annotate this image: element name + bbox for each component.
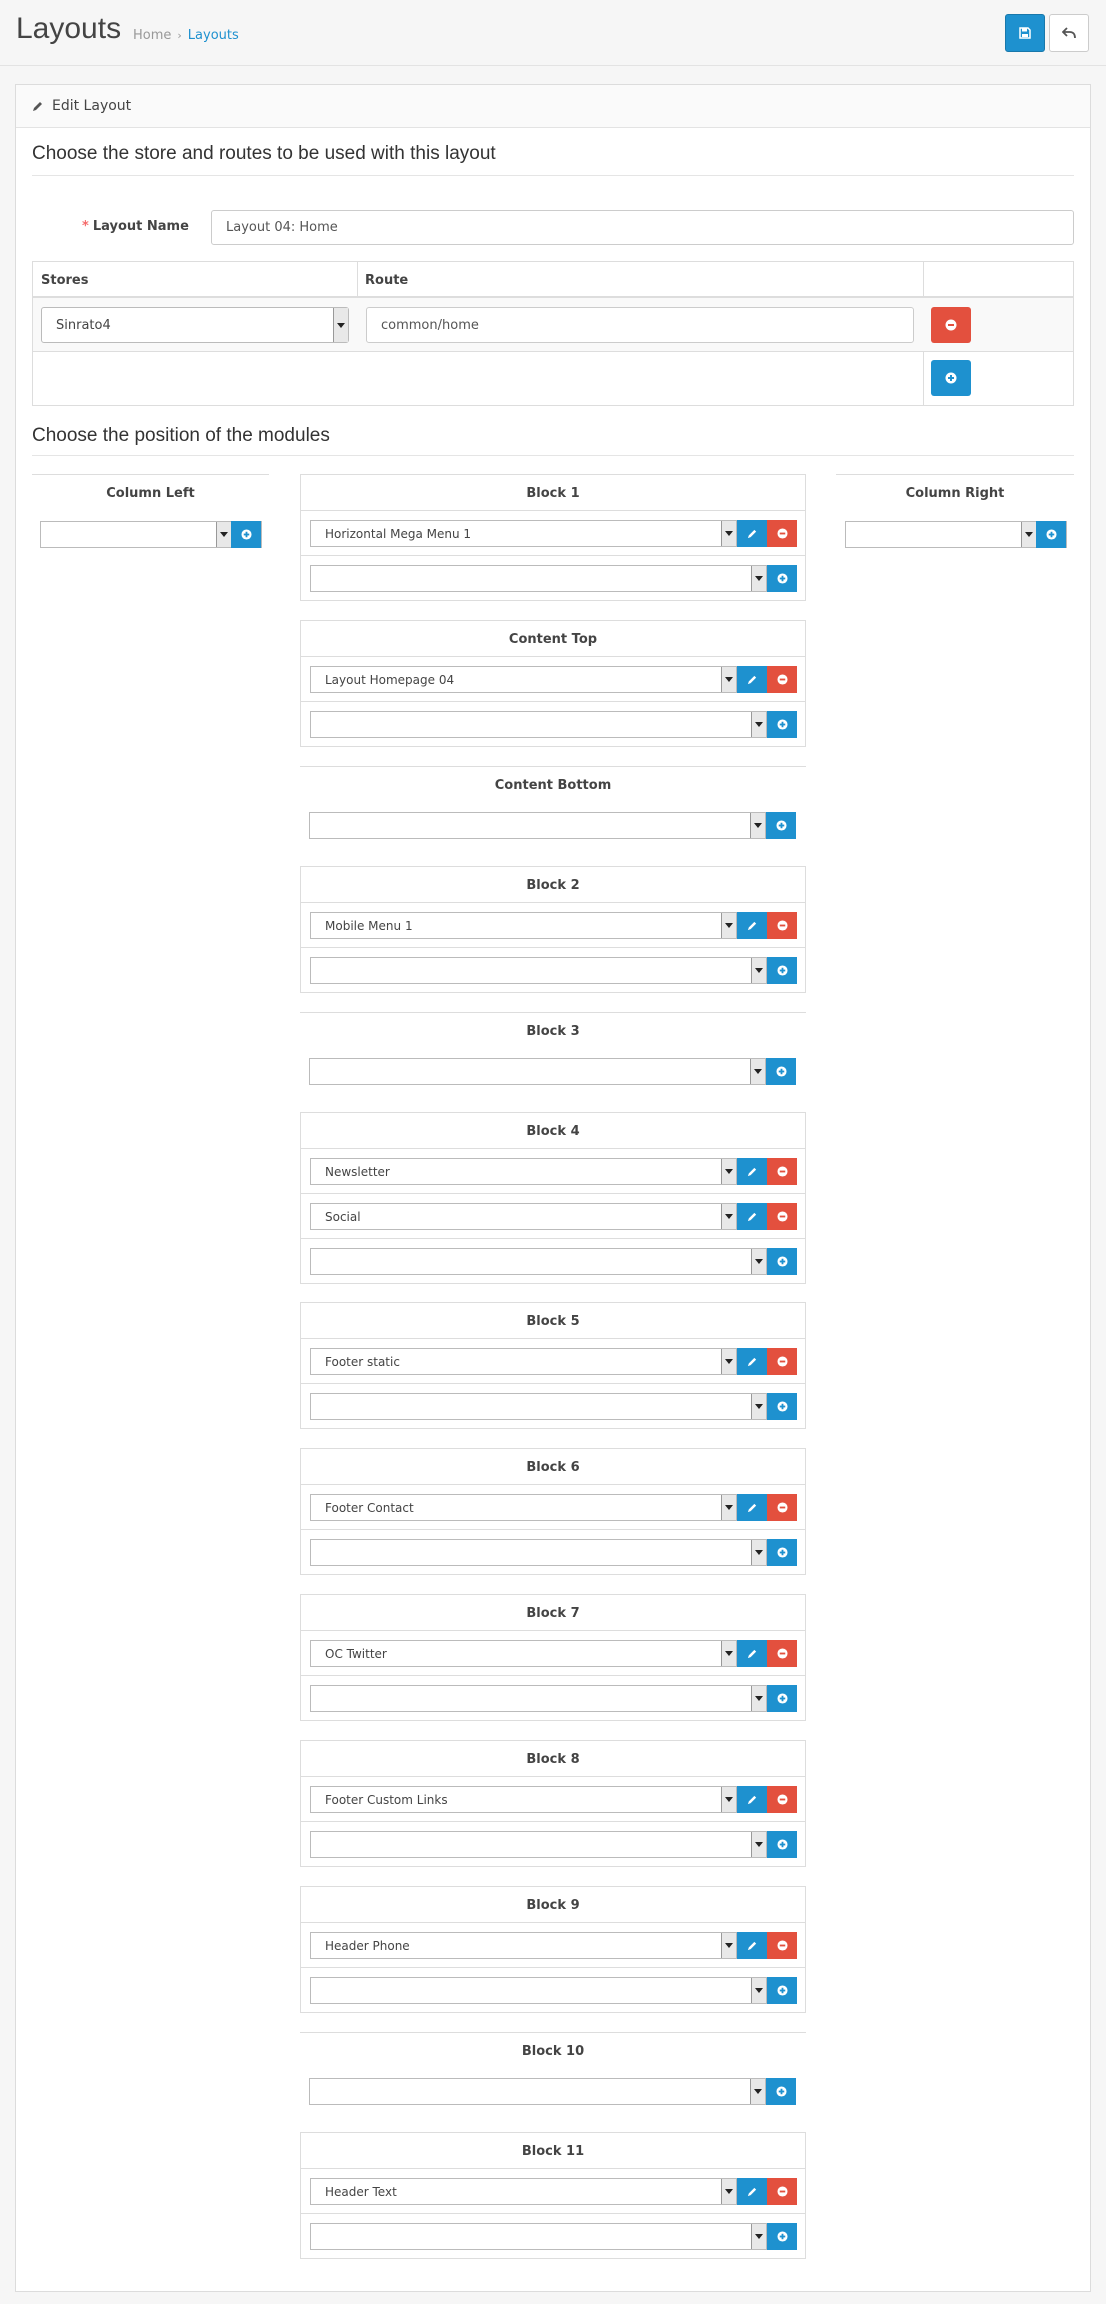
plus-circle-icon — [777, 573, 788, 584]
column-right-select[interactable] — [845, 521, 1067, 548]
chevron-down-icon — [721, 667, 736, 692]
stores-header: Stores — [33, 262, 357, 298]
plus-circle-icon — [777, 2231, 788, 2242]
module-select[interactable]: Mobile Menu 1 — [310, 912, 737, 939]
minus-circle-icon — [945, 319, 957, 331]
remove-route-button[interactable] — [931, 307, 971, 343]
pencil-icon — [747, 674, 758, 685]
back-button[interactable] — [1049, 14, 1089, 52]
block-10 — [300, 1740, 806, 1867]
store-route-table — [32, 261, 1074, 406]
list-item — [301, 903, 805, 948]
divider — [32, 455, 1074, 456]
list-item — [301, 1676, 805, 1721]
minus-circle-icon — [777, 1211, 788, 1222]
column-right-title: Column Right — [905, 486, 1005, 501]
minus-circle-icon — [777, 1502, 788, 1513]
block-title: Content Top — [301, 621, 805, 657]
add-module-button[interactable] — [767, 1831, 797, 1858]
chevron-down-icon — [721, 1204, 736, 1229]
block-title: Block 7 — [301, 1595, 805, 1631]
list-item — [301, 2169, 805, 2214]
pencil-icon — [747, 528, 758, 539]
pencil-icon — [32, 100, 44, 112]
minus-circle-icon — [777, 2186, 788, 2197]
chevron-down-icon — [751, 1249, 766, 1274]
block-title: Block 5 — [301, 1303, 805, 1339]
module-select[interactable]: Layout Homepage 04 — [310, 666, 737, 693]
add-module-button[interactable] — [767, 957, 797, 984]
add-module-select[interactable] — [310, 565, 767, 592]
list-item — [300, 1049, 806, 1094]
block-12 — [300, 2032, 806, 2113]
chevron-down-icon — [721, 1787, 736, 1812]
edit-module-button[interactable] — [737, 2178, 767, 2205]
module-select[interactable]: Newsletter — [310, 1158, 737, 1185]
chevron-down-icon — [750, 2079, 765, 2104]
list-item — [301, 2214, 805, 2259]
panel-heading — [16, 85, 1090, 128]
block-3 — [300, 766, 806, 847]
chevron-down-icon — [721, 1159, 736, 1184]
pencil-icon — [747, 920, 758, 931]
block-6 — [300, 1112, 806, 1284]
chevron-down-icon — [721, 913, 736, 938]
pencil-icon — [747, 1502, 758, 1513]
edit-module-button[interactable] — [737, 912, 767, 939]
remove-module-button[interactable] — [767, 1640, 797, 1667]
layout-name-input[interactable]: Layout 04: Home — [211, 210, 1074, 245]
chevron-down-icon — [216, 522, 231, 547]
chevron-down-icon — [751, 1394, 766, 1419]
remove-module-button[interactable] — [767, 1203, 797, 1230]
list-item — [301, 1194, 805, 1239]
breadcrumb-home[interactable]: Home — [133, 28, 172, 43]
add-module-select[interactable] — [310, 1685, 767, 1712]
minus-circle-icon — [777, 1166, 788, 1177]
column-right — [836, 474, 1074, 554]
breadcrumb: Home › Layouts — [133, 28, 239, 43]
chevron-down-icon — [750, 813, 765, 838]
add-module-select[interactable] — [310, 1393, 767, 1420]
add-module-button[interactable] — [767, 1539, 797, 1566]
module-select[interactable]: OC Twitter — [310, 1640, 737, 1667]
block-8 — [300, 1448, 806, 1575]
list-item — [301, 1239, 805, 1284]
chevron-down-icon — [751, 566, 766, 591]
list-item — [301, 657, 805, 702]
minus-circle-icon — [777, 1648, 788, 1659]
block-title: Block 6 — [301, 1449, 805, 1485]
stores-section-title: Choose the store and routes to be used with this layout — [32, 143, 496, 164]
list-item — [301, 948, 805, 993]
list-item — [301, 511, 805, 556]
minus-circle-icon — [777, 528, 788, 539]
remove-module-button[interactable] — [767, 1158, 797, 1185]
breadcrumb-layouts[interactable]: Layouts — [187, 28, 239, 43]
minus-circle-icon — [777, 1794, 788, 1805]
add-route-button[interactable] — [931, 360, 971, 396]
chevron-down-icon — [751, 1686, 766, 1711]
column-left — [32, 474, 269, 554]
plus-circle-icon — [777, 1839, 788, 1850]
page-title: Layouts — [16, 12, 122, 45]
module-select[interactable]: Header Text — [310, 2178, 737, 2205]
pencil-icon — [747, 1794, 758, 1805]
plus-circle-icon — [777, 1547, 788, 1558]
panel-heading-label: Edit Layout — [52, 98, 132, 114]
add-module-button[interactable] — [767, 2223, 797, 2250]
list-item — [301, 1149, 805, 1194]
pencil-icon — [747, 1648, 758, 1659]
chevron-down-icon — [751, 1540, 766, 1565]
chevron-down-icon — [721, 1349, 736, 1374]
modules-section-title: Choose the position of the modules — [32, 425, 330, 446]
plus-circle-icon — [777, 1985, 788, 1996]
edit-module-button[interactable] — [737, 520, 767, 547]
module-select[interactable]: Footer Custom Links — [310, 1786, 737, 1813]
add-module-select[interactable] — [309, 2078, 766, 2105]
remove-module-button[interactable] — [767, 1786, 797, 1813]
column-left-select[interactable] — [40, 521, 262, 548]
plus-circle-icon — [777, 719, 788, 730]
chevron-down-icon — [1021, 522, 1036, 547]
list-item — [301, 1485, 805, 1530]
chevron-down-icon — [721, 1495, 736, 1520]
chevron-down-icon — [333, 308, 348, 342]
block-4 — [300, 866, 806, 993]
remove-module-button[interactable] — [767, 666, 797, 693]
add-module-button[interactable] — [767, 1685, 797, 1712]
add-module-select[interactable] — [309, 1058, 766, 1085]
block-title: Block 8 — [301, 1741, 805, 1777]
page-header — [0, 0, 1106, 66]
chevron-down-icon — [721, 521, 736, 546]
add-module-button[interactable] — [766, 1058, 796, 1085]
list-item — [301, 1530, 805, 1575]
save-button[interactable] — [1005, 14, 1045, 52]
list-item — [301, 1923, 805, 1968]
module-select[interactable]: Header Phone — [310, 1932, 737, 1959]
list-item — [301, 702, 805, 747]
list-item — [301, 1384, 805, 1429]
edit-module-button[interactable] — [737, 1494, 767, 1521]
plus-circle-icon — [777, 1693, 788, 1704]
chevron-down-icon — [751, 2224, 766, 2249]
block-9 — [300, 1594, 806, 1721]
add-module-select[interactable] — [310, 1831, 767, 1858]
chevron-down-icon — [751, 1832, 766, 1857]
minus-circle-icon — [777, 1356, 788, 1367]
minus-circle-icon — [777, 920, 788, 931]
remove-module-button[interactable] — [767, 1494, 797, 1521]
add-module-select[interactable] — [310, 1977, 767, 2004]
list-item — [301, 1822, 805, 1867]
list-item — [301, 556, 805, 601]
pencil-icon — [747, 1940, 758, 1951]
plus-circle-icon — [945, 372, 957, 384]
edit-module-button[interactable] — [737, 1640, 767, 1667]
block-13 — [300, 2132, 806, 2259]
edit-module-button[interactable] — [737, 1158, 767, 1185]
edit-module-button[interactable] — [737, 1348, 767, 1375]
block-title: Content Bottom — [494, 778, 612, 793]
store-select[interactable]: Sinrato4 — [41, 307, 349, 343]
pencil-icon — [747, 2186, 758, 2197]
add-module-select[interactable] — [310, 711, 767, 738]
remove-module-button[interactable] — [767, 1932, 797, 1959]
block-title: Block 10 — [521, 2044, 585, 2059]
module-select[interactable]: Footer Contact — [310, 1494, 737, 1521]
chevron-down-icon — [721, 1641, 736, 1666]
remove-module-button[interactable] — [767, 1348, 797, 1375]
add-module-button[interactable] — [767, 1977, 797, 2004]
reply-icon — [1062, 27, 1076, 39]
remove-module-button[interactable] — [767, 912, 797, 939]
chevron-down-icon — [721, 2179, 736, 2204]
module-select[interactable]: Social — [310, 1203, 737, 1230]
pencil-icon — [747, 1211, 758, 1222]
chevron-down-icon — [751, 958, 766, 983]
block-title: Block 11 — [301, 2133, 805, 2169]
edit-module-button[interactable] — [737, 666, 767, 693]
list-item — [301, 1339, 805, 1384]
divider — [32, 175, 1074, 176]
chevron-down-icon — [750, 1059, 765, 1084]
block-5 — [300, 1012, 806, 1093]
plus-circle-icon — [777, 1401, 788, 1412]
edit-module-button[interactable] — [737, 1932, 767, 1959]
column-right-add-button[interactable] — [1036, 521, 1066, 548]
remove-module-button[interactable] — [767, 520, 797, 547]
block-7 — [300, 1302, 806, 1429]
add-module-button[interactable] — [767, 565, 797, 592]
add-module-select[interactable] — [310, 957, 767, 984]
chevron-down-icon — [721, 1933, 736, 1958]
add-module-select[interactable] — [310, 2223, 767, 2250]
block-title: Block 2 — [301, 867, 805, 903]
edit-module-button[interactable] — [737, 1786, 767, 1813]
chevron-down-icon — [751, 1978, 766, 2003]
add-module-select[interactable] — [310, 1539, 767, 1566]
block-title: Block 3 — [526, 1024, 580, 1039]
block-title: Block 1 — [301, 475, 805, 511]
module-select[interactable]: Footer static — [310, 1348, 737, 1375]
route-input[interactable]: common/home — [366, 307, 914, 343]
add-module-select[interactable] — [309, 812, 766, 839]
block-1 — [300, 474, 806, 601]
add-module-button[interactable] — [766, 2078, 796, 2105]
route-header: Route — [357, 262, 923, 298]
minus-circle-icon — [777, 1940, 788, 1951]
add-module-select[interactable] — [310, 1248, 767, 1275]
block-title: Block 9 — [301, 1887, 805, 1923]
plus-circle-icon — [777, 1256, 788, 1267]
block-11 — [300, 1886, 806, 2013]
column-left-title: Column Left — [106, 486, 195, 501]
module-select[interactable]: Horizontal Mega Menu 1 — [310, 520, 737, 547]
layout-name-label: * Layout Name — [82, 219, 189, 234]
column-left-add-button[interactable] — [231, 521, 261, 548]
add-module-button[interactable] — [766, 812, 796, 839]
remove-module-button[interactable] — [767, 2178, 797, 2205]
minus-circle-icon — [777, 674, 788, 685]
list-item — [300, 2069, 806, 2114]
add-module-button[interactable] — [767, 1248, 797, 1275]
plus-circle-icon — [241, 529, 252, 540]
pencil-icon — [747, 1166, 758, 1177]
plus-circle-icon — [776, 820, 787, 831]
plus-circle-icon — [776, 1066, 787, 1077]
plus-circle-icon — [776, 2086, 787, 2097]
list-item — [301, 1631, 805, 1676]
block-title: Block 4 — [301, 1113, 805, 1149]
add-module-button[interactable] — [767, 1393, 797, 1420]
add-module-button[interactable] — [767, 711, 797, 738]
list-item — [300, 803, 806, 848]
pencil-icon — [747, 1356, 758, 1367]
plus-circle-icon — [1046, 529, 1057, 540]
chevron-down-icon — [751, 712, 766, 737]
save-icon — [1019, 27, 1031, 39]
plus-circle-icon — [777, 965, 788, 976]
list-item — [301, 1777, 805, 1822]
list-item — [301, 1968, 805, 2013]
block-2 — [300, 620, 806, 747]
edit-module-button[interactable] — [737, 1203, 767, 1230]
